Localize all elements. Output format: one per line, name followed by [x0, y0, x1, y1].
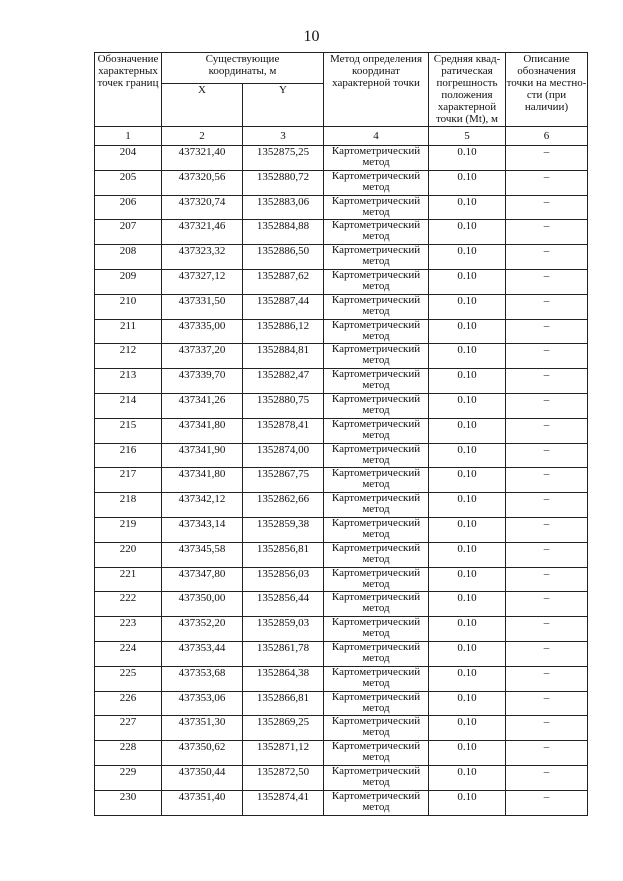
method-cell [324, 641, 429, 666]
header-mean-square-error: Средняя квад- ратическая погрешность положения характерной точки (Mt), м [429, 53, 506, 127]
table-row [95, 344, 588, 369]
point-number-cell: 220 [95, 542, 162, 567]
header-row [95, 53, 588, 84]
table-body [95, 146, 588, 816]
table-row [95, 542, 588, 567]
x-coordinate-cell: 437345,58 [162, 542, 243, 567]
column-number: 1 [95, 127, 162, 146]
column-number: 2 [162, 127, 243, 146]
description-cell: – [506, 170, 588, 195]
method-line-2: метод [362, 329, 390, 342]
point-number-cell: 216 [95, 443, 162, 468]
mean-square-error-cell: 0.10 [429, 443, 506, 468]
mean-square-error-cell: 0.10 [429, 170, 506, 195]
method-line-2: метод [362, 577, 390, 590]
method-cell [324, 369, 429, 394]
x-coordinate-cell: 437353,68 [162, 666, 243, 691]
method-line-1: Картометрический [331, 517, 421, 529]
method-line-1: Картометрический [331, 170, 421, 182]
mean-square-error-cell: 0.10 [429, 146, 506, 171]
description-cell: – [506, 790, 588, 815]
method-cell [324, 542, 429, 567]
method-line-1: Картометрический [331, 567, 421, 579]
method-line-1: Картометрический [331, 244, 421, 257]
x-coordinate-cell: 437320,56 [162, 170, 243, 195]
header-x: X [162, 84, 243, 127]
y-coordinate-cell: 1352856,44 [243, 592, 324, 617]
y-coordinate-cell: 1352864,38 [243, 666, 324, 691]
x-coordinate-cell: 437321,46 [162, 220, 243, 245]
y-coordinate-cell: 1352882,47 [243, 369, 324, 394]
method-line-2: метод [362, 651, 390, 664]
point-number-cell: 223 [95, 617, 162, 642]
point-number-cell: 221 [95, 567, 162, 592]
method-line-2: метод [362, 379, 390, 392]
description-cell: – [506, 716, 588, 741]
table-row [95, 741, 588, 766]
y-coordinate-cell: 1352874,41 [243, 790, 324, 815]
method-line-1: Картометрический [331, 492, 421, 505]
method-line-2: метод [362, 403, 390, 416]
table-row [95, 418, 588, 443]
description-cell: – [506, 468, 588, 493]
point-number-cell: 215 [95, 418, 162, 443]
table-row [95, 592, 588, 617]
x-coordinate-cell: 437353,06 [162, 691, 243, 716]
table-row [95, 269, 588, 294]
method-line-2: метод [362, 726, 390, 739]
method-cell [324, 716, 429, 741]
method-line-2: метод [362, 279, 390, 292]
description-cell: – [506, 195, 588, 220]
method-line-1: Картометрический [331, 765, 421, 777]
description-cell: – [506, 517, 588, 542]
y-coordinate-cell: 1352887,62 [243, 269, 324, 294]
point-number-cell: 226 [95, 691, 162, 716]
method-cell [324, 592, 429, 617]
mean-square-error-cell: 0.10 [429, 493, 506, 518]
description-cell: – [506, 344, 588, 369]
method-line-2: метод [362, 503, 390, 516]
method-line-1: Картометрический [331, 666, 421, 678]
method-cell [324, 294, 429, 319]
description-cell: – [506, 269, 588, 294]
table-row [95, 716, 588, 741]
method-line-1: Картометрический [331, 591, 421, 604]
point-number-cell: 225 [95, 666, 162, 691]
point-number-cell: 228 [95, 741, 162, 766]
method-cell [324, 517, 429, 542]
table-row [95, 369, 588, 394]
x-coordinate-cell: 437353,44 [162, 641, 243, 666]
header-point-designation: Обозначение характерных точек границ [95, 53, 162, 127]
description-cell: – [506, 567, 588, 592]
x-coordinate-cell: 437350,62 [162, 741, 243, 766]
description-cell: – [506, 319, 588, 344]
table-row [95, 517, 588, 542]
description-cell: – [506, 294, 588, 319]
description-cell: – [506, 691, 588, 716]
description-cell: – [506, 765, 588, 790]
y-coordinate-cell: 1352875,25 [243, 146, 324, 171]
method-cell [324, 666, 429, 691]
column-number: 4 [324, 127, 429, 146]
method-cell [324, 567, 429, 592]
method-line-2: метод [362, 255, 390, 268]
x-coordinate-cell: 437350,44 [162, 765, 243, 790]
method-cell [324, 195, 429, 220]
column-number: 5 [429, 127, 506, 146]
y-coordinate-cell: 1352883,06 [243, 195, 324, 220]
description-cell: – [506, 393, 588, 418]
method-line-2: метод [362, 180, 390, 193]
method-cell [324, 170, 429, 195]
table-row [95, 765, 588, 790]
point-number-cell: 224 [95, 641, 162, 666]
method-line-2: метод [362, 552, 390, 565]
point-number-cell: 207 [95, 220, 162, 245]
mean-square-error-cell: 0.10 [429, 418, 506, 443]
column-numbers-row [95, 127, 588, 146]
table-row [95, 641, 588, 666]
y-coordinate-cell: 1352872,50 [243, 765, 324, 790]
method-line-1: Картометрический [331, 294, 421, 306]
table-row [95, 146, 588, 171]
header-method: Метод определения координат характерной точки [324, 53, 429, 127]
mean-square-error-cell: 0.10 [429, 617, 506, 642]
method-line-1: Картометрический [331, 368, 421, 381]
y-coordinate-cell: 1352884,88 [243, 220, 324, 245]
description-cell: – [506, 641, 588, 666]
table-row [95, 567, 588, 592]
x-coordinate-cell: 437352,20 [162, 617, 243, 642]
method-cell [324, 765, 429, 790]
point-number-cell: 212 [95, 344, 162, 369]
description-cell: – [506, 369, 588, 394]
method-line-2: метод [362, 527, 390, 540]
description-cell: – [506, 666, 588, 691]
mean-square-error-cell: 0.10 [429, 369, 506, 394]
x-coordinate-cell: 437350,00 [162, 592, 243, 617]
method-line-2: метод [362, 428, 390, 441]
method-line-2: метод [362, 304, 390, 317]
point-number-cell: 230 [95, 790, 162, 815]
header-description: Описание обозначения точки на местно- сти (при наличии) [506, 53, 588, 127]
method-line-1: Картометрический [331, 443, 421, 455]
y-coordinate-cell: 1352880,72 [243, 170, 324, 195]
method-cell [324, 493, 429, 518]
x-coordinate-cell: 437342,12 [162, 493, 243, 518]
method-line-1: Картометрический [331, 343, 421, 356]
description-cell: – [506, 443, 588, 468]
coordinates-table [94, 52, 588, 816]
method-cell [324, 790, 429, 815]
y-coordinate-cell: 1352862,66 [243, 493, 324, 518]
x-coordinate-cell: 437343,14 [162, 517, 243, 542]
method-line-1: Картометрический [331, 219, 421, 232]
column-number: 3 [243, 127, 324, 146]
mean-square-error-cell: 0.10 [429, 542, 506, 567]
table-row [95, 319, 588, 344]
mean-square-error-cell: 0.10 [429, 741, 506, 766]
x-coordinate-cell: 437347,80 [162, 567, 243, 592]
table-row [95, 170, 588, 195]
method-cell [324, 617, 429, 642]
point-number-cell: 213 [95, 369, 162, 394]
y-coordinate-cell: 1352878,41 [243, 418, 324, 443]
description-cell: – [506, 542, 588, 567]
y-coordinate-cell: 1352859,03 [243, 617, 324, 642]
point-number-cell: 229 [95, 765, 162, 790]
x-coordinate-cell: 437339,70 [162, 369, 243, 394]
mean-square-error-cell: 0.10 [429, 517, 506, 542]
y-coordinate-cell: 1352859,38 [243, 517, 324, 542]
method-line-1: Картометрический [331, 393, 421, 405]
point-number-cell: 218 [95, 493, 162, 518]
method-line-2: метод [362, 676, 390, 689]
mean-square-error-cell: 0.10 [429, 269, 506, 294]
method-line-1: Картометрический [331, 145, 421, 157]
point-number-cell: 209 [95, 269, 162, 294]
method-line-2: метод [362, 751, 390, 764]
method-line-1: Картометрический [331, 542, 421, 554]
header-existing-coordinates: Существующие координаты, м [162, 53, 324, 84]
point-number-cell: 227 [95, 716, 162, 741]
y-coordinate-cell: 1352856,03 [243, 567, 324, 592]
mean-square-error-cell: 0.10 [429, 220, 506, 245]
method-cell [324, 418, 429, 443]
table-row [95, 393, 588, 418]
mean-square-error-cell: 0.10 [429, 344, 506, 369]
x-coordinate-cell: 437323,32 [162, 245, 243, 270]
description-cell: – [506, 220, 588, 245]
method-line-1: Картометрический [331, 418, 421, 430]
mean-square-error-cell: 0.10 [429, 195, 506, 220]
point-number-cell: 222 [95, 592, 162, 617]
point-number-cell: 208 [95, 245, 162, 270]
method-line-1: Картометрический [331, 319, 421, 331]
table-row [95, 245, 588, 270]
y-coordinate-cell: 1352869,25 [243, 716, 324, 741]
method-cell [324, 741, 429, 766]
point-number-cell: 205 [95, 170, 162, 195]
x-coordinate-cell: 437335,00 [162, 319, 243, 344]
method-line-1: Картометрический [331, 269, 421, 281]
method-line-1: Картометрический [331, 641, 421, 653]
description-cell: – [506, 146, 588, 171]
x-coordinate-cell: 437341,80 [162, 468, 243, 493]
mean-square-error-cell: 0.10 [429, 641, 506, 666]
description-cell: – [506, 741, 588, 766]
method-line-2: метод [362, 602, 390, 615]
method-cell [324, 691, 429, 716]
y-coordinate-cell: 1352874,00 [243, 443, 324, 468]
method-cell [324, 220, 429, 245]
mean-square-error-cell: 0.10 [429, 666, 506, 691]
mean-square-error-cell: 0.10 [429, 790, 506, 815]
method-cell [324, 468, 429, 493]
y-coordinate-cell: 1352884,81 [243, 344, 324, 369]
mean-square-error-cell: 0.10 [429, 716, 506, 741]
method-line-1: Картометрический [331, 195, 421, 207]
method-line-2: метод [362, 453, 390, 466]
table-row [95, 666, 588, 691]
mean-square-error-cell: 0.10 [429, 245, 506, 270]
table-row [95, 220, 588, 245]
table-row [95, 617, 588, 642]
mean-square-error-cell: 0.10 [429, 319, 506, 344]
x-coordinate-cell: 437341,80 [162, 418, 243, 443]
table-row [95, 790, 588, 815]
y-coordinate-cell: 1352880,75 [243, 393, 324, 418]
method-line-1: Картометрический [331, 467, 421, 480]
method-cell [324, 245, 429, 270]
method-line-2: метод [362, 627, 390, 640]
method-line-2: метод [362, 230, 390, 243]
method-line-1: Картометрический [331, 715, 421, 728]
method-line-1: Картометрический [331, 691, 421, 703]
method-cell [324, 344, 429, 369]
method-line-2: метод [362, 800, 390, 813]
column-number: 6 [506, 127, 588, 146]
method-cell [324, 269, 429, 294]
mean-square-error-cell: 0.10 [429, 294, 506, 319]
x-coordinate-cell: 437337,20 [162, 344, 243, 369]
x-coordinate-cell: 437351,40 [162, 790, 243, 815]
mean-square-error-cell: 0.10 [429, 567, 506, 592]
point-number-cell: 204 [95, 146, 162, 171]
method-line-2: метод [362, 205, 390, 218]
mean-square-error-cell: 0.10 [429, 691, 506, 716]
mean-square-error-cell: 0.10 [429, 592, 506, 617]
page-number: 10 [303, 28, 320, 45]
y-coordinate-cell: 1352866,81 [243, 691, 324, 716]
point-number-cell: 206 [95, 195, 162, 220]
method-line-2: метод [362, 775, 390, 788]
method-line-1: Картометрический [331, 616, 421, 629]
description-cell: – [506, 245, 588, 270]
mean-square-error-cell: 0.10 [429, 765, 506, 790]
mean-square-error-cell: 0.10 [429, 393, 506, 418]
y-coordinate-cell: 1352886,50 [243, 245, 324, 270]
x-coordinate-cell: 437321,40 [162, 146, 243, 171]
y-coordinate-cell: 1352856,81 [243, 542, 324, 567]
x-coordinate-cell: 437327,12 [162, 269, 243, 294]
y-coordinate-cell: 1352886,12 [243, 319, 324, 344]
table-row [95, 443, 588, 468]
header-y: Y [243, 84, 324, 127]
point-number-cell: 211 [95, 319, 162, 344]
mean-square-error-cell: 0.10 [429, 468, 506, 493]
point-number-cell: 214 [95, 393, 162, 418]
description-cell: – [506, 617, 588, 642]
method-cell [324, 146, 429, 171]
point-number-cell: 217 [95, 468, 162, 493]
method-line-1: Картометрический [331, 790, 421, 802]
description-cell: – [506, 592, 588, 617]
table-row [95, 468, 588, 493]
method-line-2: метод [362, 701, 390, 714]
method-line-1: Картометрический [331, 740, 421, 753]
method-line-2: метод [362, 156, 390, 168]
y-coordinate-cell: 1352867,75 [243, 468, 324, 493]
description-cell: – [506, 418, 588, 443]
table-row [95, 195, 588, 220]
table-row [95, 493, 588, 518]
x-coordinate-cell: 437341,90 [162, 443, 243, 468]
method-cell [324, 319, 429, 344]
x-coordinate-cell: 437320,74 [162, 195, 243, 220]
method-line-2: метод [362, 354, 390, 367]
x-coordinate-cell: 437331,50 [162, 294, 243, 319]
x-coordinate-cell: 437341,26 [162, 393, 243, 418]
method-cell [324, 393, 429, 418]
point-number-cell: 210 [95, 294, 162, 319]
y-coordinate-cell: 1352871,12 [243, 741, 324, 766]
method-line-2: метод [362, 478, 390, 491]
table-row [95, 294, 588, 319]
y-coordinate-cell: 1352887,44 [243, 294, 324, 319]
point-number-cell: 219 [95, 517, 162, 542]
y-coordinate-cell: 1352861,78 [243, 641, 324, 666]
table-row [95, 691, 588, 716]
method-cell [324, 443, 429, 468]
description-cell: – [506, 493, 588, 518]
x-coordinate-cell: 437351,30 [162, 716, 243, 741]
